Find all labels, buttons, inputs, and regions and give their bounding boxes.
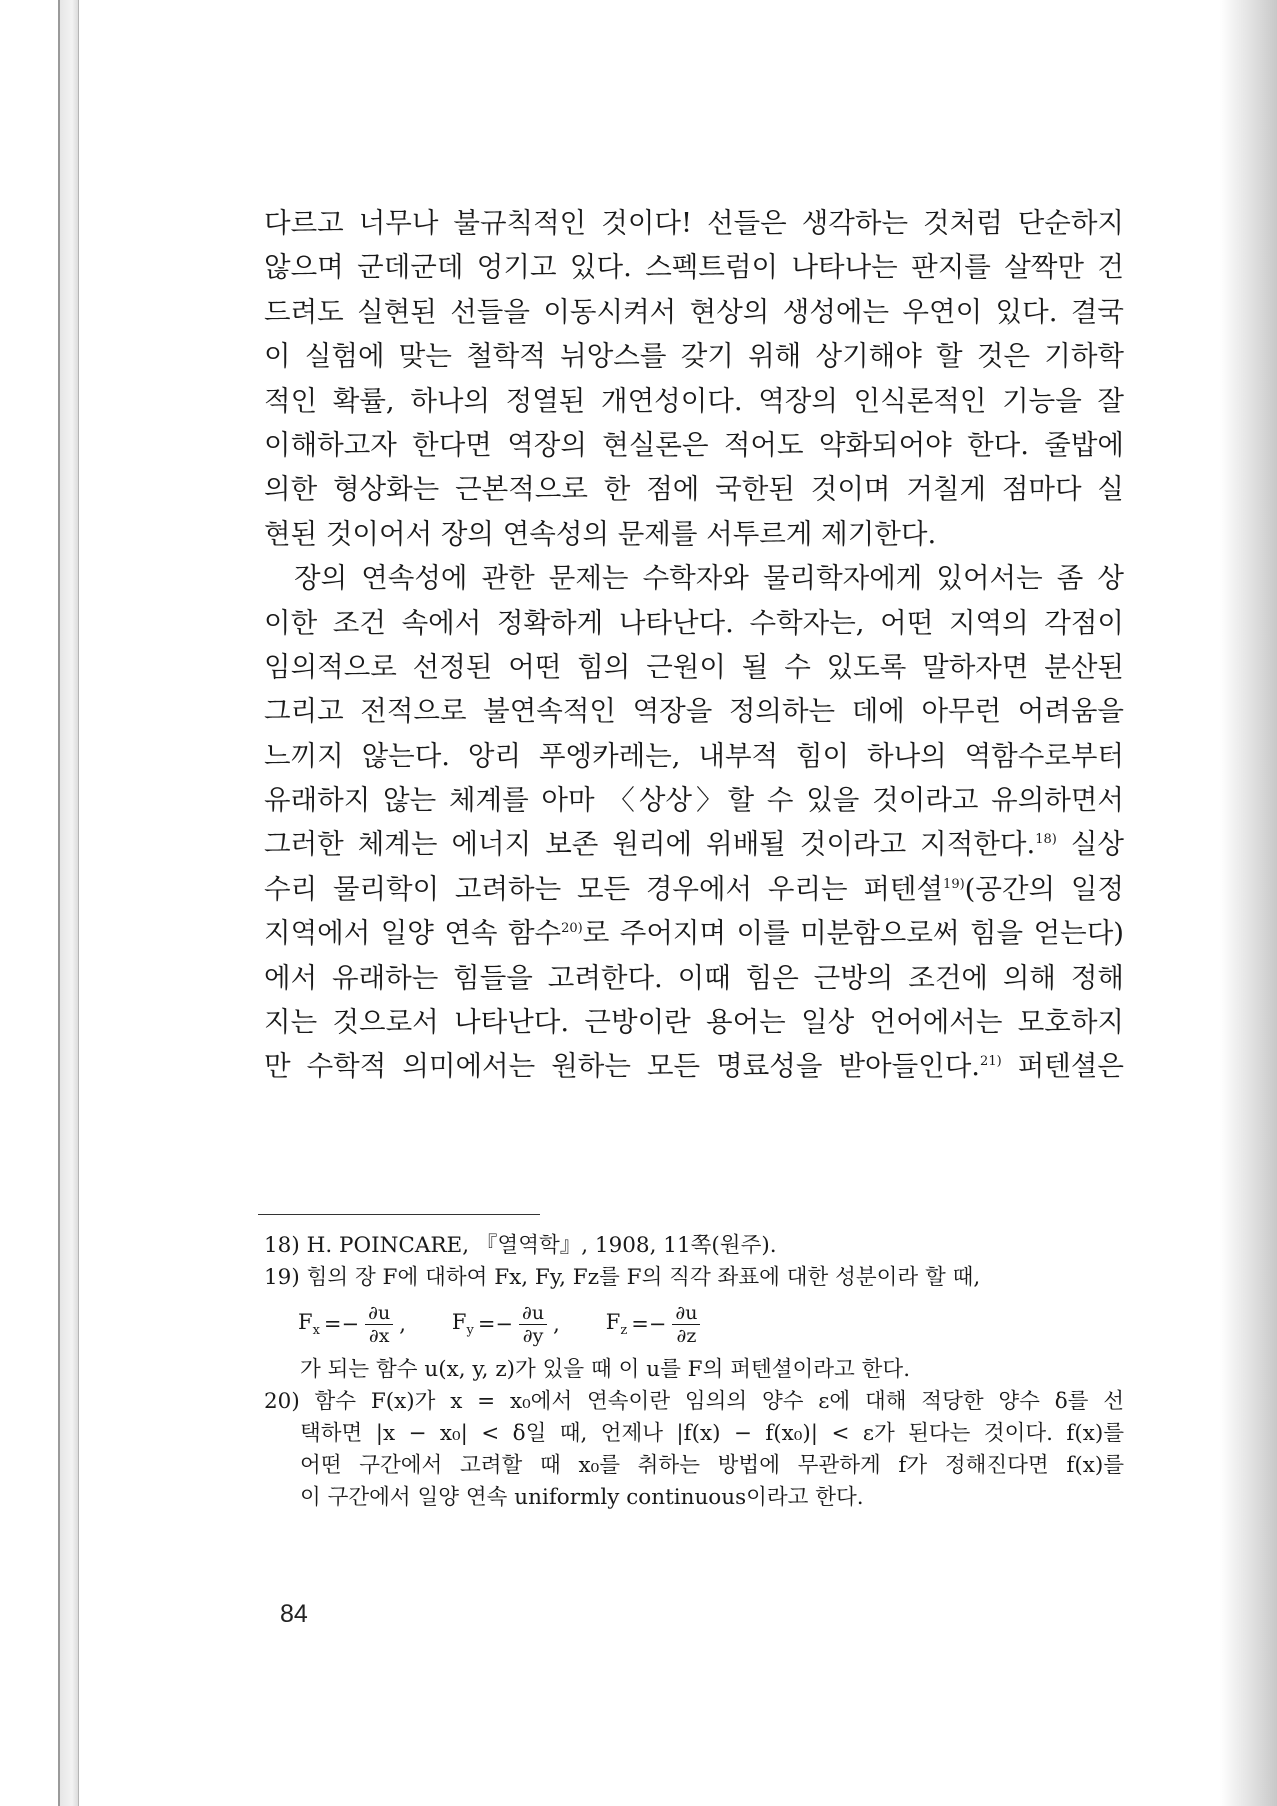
formula-comma: , [399,1312,406,1336]
body-line [264,911,1124,955]
footnote-20: 20) 함수 F(x)가 x = x₀에서 연속이란 임의의 양수 ε에 대해 적당한 양수 δ를 선 [264,1389,1124,1414]
body-line: 이한 조건 속에서 정확하게 나타난다. 수학자는, 어떤 지역의 각점이 [264,606,1124,639]
body-line: 다르고 너무나 불규칙적인 것이다! 선들은 생각하는 것처럼 단순하지 [264,207,1124,239]
footnote-19-continuation: 가 되는 함수 u(x, y, z)가 있을 때 이 u를 F의 퍼텐셜이라고 한다. [300,1357,911,1382]
body-line: 그리고 전적으로 불연속적인 역장을 정의하는 데에 아무런 어려움을 [264,695,1124,728]
body-line: 에서 유래하는 힘들을 고려한다. 이때 힘은 근방의 조건에 의해 정해 [264,961,1124,994]
body-line: 현된 것이어서 장의 연속성의 문제를 서투르게 제기한다. [264,517,937,550]
body-line: 느끼지 않는다. 앙리 푸엥카레는, 내부적 힘이 하나의 역함수로부터 [264,739,1124,772]
footnote-ref-21[interactable]: 21) [980,1054,1002,1070]
body-line-text: 만 수학적 의미에서는 원하는 모든 명료성을 받아들인다. [264,1050,981,1083]
formula-numerator: ∂u [672,1302,700,1325]
formula-denominator: ∂z [676,1324,697,1347]
body-line: 장의 연속성에 관한 문제는 수학자와 물리학자에게 있어서는 좀 상 [294,562,1124,595]
footnote-ref-20[interactable]: 20) [561,921,583,937]
formula-equals: =− [477,1312,514,1336]
body-line [264,1044,1124,1088]
formula-fraction [519,1302,547,1347]
body-line-text: 실상 [1056,828,1124,861]
footnote-ref-19[interactable]: 19) [943,876,965,892]
formula-equals: =− [631,1312,667,1336]
body-line: 임의적으로 선정된 어떤 힘의 근원이 될 수 있도록 말하자면 분산된 [264,650,1124,683]
body-line-text: (공간의 일정 [964,872,1124,905]
body-line [264,822,1124,866]
footnote-20-continuation: 이 구간에서 일양 연속 uniformly continuous이라고 한다. [300,1485,864,1510]
formula-subscript: y [466,1323,474,1339]
formula-denominator: ∂y [522,1324,544,1347]
formula-lhs [452,1310,474,1338]
formula-equals: =− [323,1312,360,1336]
formula-lhs [298,1310,320,1338]
formula-fraction [365,1302,393,1347]
formula-fz [606,1302,707,1347]
footnote-separator-rule [258,1214,540,1215]
page-number: 84 [280,1600,308,1628]
body-text [264,201,1124,1089]
formula-fraction [672,1302,700,1347]
body-line: 적인 확률, 하나의 정열된 개연성이다. 역장의 인식론적인 기능을 잘 [264,384,1124,417]
body-line-text: 로 주어지며 이를 미분함으로써 힘을 얻는다) [582,917,1124,950]
formula-subscript: x [312,1323,320,1339]
body-line: 의한 형상화는 근본적으로 한 점에 국한된 것이며 거칠게 점마다 실 [264,473,1124,506]
formula-fx [298,1302,406,1347]
formula-denominator: ∂x [368,1324,390,1347]
body-line [264,867,1124,911]
book-spine-edge [58,0,80,1806]
footnote-ref-18[interactable]: 18) [1035,832,1057,848]
body-line: 유래하지 않는 체계를 아마 〈상상〉할 수 있을 것이라고 유의하면서 [264,784,1124,817]
body-line-text: 수리 물리학이 고려하는 모든 경우에서 우리는 퍼텐셜 [264,872,944,905]
formula-numerator: ∂u [519,1302,547,1325]
page-right-shadow [1220,0,1277,1806]
formula-numerator: ∂u [365,1302,393,1325]
formula-symbol: F [605,1309,621,1334]
footnote-18: 18) H. POINCARE, 『열역학』, 1908, 11쪽(원주). [264,1233,777,1258]
body-line: 드려도 실현된 선들을 이동시켜서 현상의 생성에는 우연이 있다. 결국 [264,295,1124,328]
body-line: 지는 것으로서 나타난다. 근방이란 용어는 일상 언어에서는 모호하지 [264,1006,1124,1039]
footnote-20-continuation: 어떤 구간에서 고려할 때 x₀를 취하는 방법에 무관하게 f가 정해진다면 f(x)를 [300,1453,1124,1478]
body-line-text: 퍼텐셜은 [1001,1050,1124,1083]
footnote-19-formula [264,1294,1124,1354]
formula-fy [452,1302,560,1347]
body-line-text: 지역에서 일양 연속 함수 [264,917,562,950]
body-line: 이 실험에 맞는 철학적 뉘앙스를 갖기 위해 상기해야 할 것은 기하학 [264,340,1124,373]
formula-subscript: z [620,1323,628,1339]
footnotes [264,1230,1124,1514]
body-line-text: 그러한 체계는 에너지 보존 원리에 위배될 것이라고 지적한다. [264,828,1036,861]
formula-comma: , [553,1312,560,1336]
formula-symbol: F [298,1309,313,1334]
body-line: 않으며 군데군데 엉기고 있다. 스펙트럼이 나타나는 판지를 살짝만 건 [264,251,1124,284]
footnote-19: 19) 힘의 장 F에 대하여 Fx, Fy, Fz를 F의 직각 좌표에 대한 성분이라 할 때, [264,1265,981,1290]
footnote-20-continuation: 택하면 |x − x₀| < δ일 때, 언제나 |f(x) − f(x₀)| < ε가 된다는 것이다. f(x)를 [300,1421,1124,1446]
formula-lhs [606,1310,627,1338]
body-line: 이해하고자 한다면 역장의 현실론은 적어도 약화되어야 한다. 줄밥에 [264,428,1124,461]
formula-symbol: F [451,1309,467,1334]
